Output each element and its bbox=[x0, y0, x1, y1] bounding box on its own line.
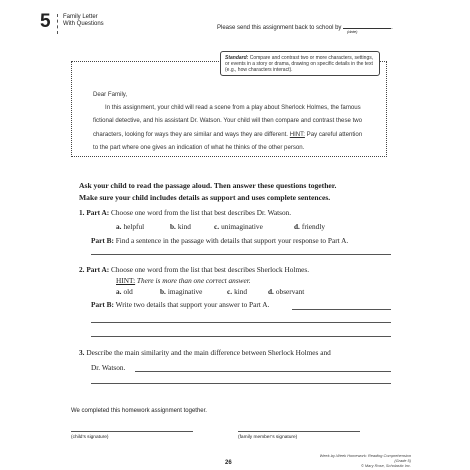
q1-option-b[interactable] bbox=[170, 222, 191, 231]
q2-option-c-text: kind bbox=[234, 287, 248, 296]
letter-body-text: In this assignment, your child will read a scene from a play about Sherlock Holmes, the famous fictional detective, and his assistant Dr. Watson. Your child will then compare and contrast these two characters, looking for ways they are similar and ways they are different. bbox=[93, 104, 363, 138]
completed-statement: We completed this homework assignment together. bbox=[71, 408, 207, 414]
q2-option-d[interactable] bbox=[268, 287, 304, 296]
q1-answer-line-1[interactable] bbox=[91, 254, 391, 255]
question-2-hint-text: There is more than one correct answer. bbox=[136, 276, 251, 285]
credit-line-2: © Mary Rose, Scholastic Inc. bbox=[360, 463, 411, 468]
q2-answer-line-2[interactable] bbox=[91, 322, 391, 323]
q1-option-b-text: kind bbox=[177, 222, 191, 231]
question-1-part-a bbox=[79, 208, 291, 218]
date-label: (date) bbox=[347, 29, 358, 34]
question-1-number: 1. bbox=[79, 208, 85, 217]
q1-option-d[interactable] bbox=[294, 222, 325, 231]
q2-answer-line-3[interactable] bbox=[91, 336, 391, 337]
page-number: 5 bbox=[40, 11, 51, 32]
question-1-part-b-label: Part B: bbox=[91, 236, 114, 245]
q2-option-b-text: imaginative bbox=[167, 287, 203, 296]
question-3-number: 3. bbox=[79, 348, 85, 357]
header-label-line1: Family Letter bbox=[63, 14, 98, 20]
q1-option-c-letter: c. bbox=[214, 222, 220, 231]
question-3-line2: Dr. Watson. bbox=[91, 363, 126, 372]
child-signature-line[interactable] bbox=[71, 431, 193, 432]
send-back-line bbox=[217, 22, 393, 31]
letter-greeting: Dear Family, bbox=[93, 91, 128, 98]
q3-answer-line-1[interactable] bbox=[135, 371, 391, 372]
q1-option-d-text: friendly bbox=[301, 222, 325, 231]
question-2-part-b bbox=[91, 300, 269, 310]
q2-option-c-letter: c. bbox=[227, 287, 233, 296]
q2-option-c[interactable] bbox=[227, 287, 247, 296]
q1-option-c[interactable] bbox=[214, 222, 263, 231]
question-1-part-b-text: Find a sentence in the passage with details that support your response to Part A. bbox=[115, 236, 349, 245]
q2-option-d-text: observant bbox=[275, 287, 305, 296]
question-3-text-line1: Describe the main similarity and the main difference between Sherlock Holmes and bbox=[86, 348, 331, 357]
q1-option-a-letter: a. bbox=[116, 222, 122, 231]
q2-option-a-letter: a. bbox=[116, 287, 122, 296]
date-blank[interactable] bbox=[343, 22, 391, 29]
standard-label: Standard: bbox=[225, 55, 249, 61]
question-3 bbox=[79, 348, 331, 358]
credit-line-1: Week-by-Week Homework: Reading Comprehension (Grade 5) bbox=[319, 453, 411, 463]
q1-option-c-text: unimaginative bbox=[221, 222, 263, 231]
credit-line bbox=[311, 453, 411, 468]
question-1-part-a-label: Part A: bbox=[86, 208, 110, 217]
send-back-text: Please send this assignment back to school by bbox=[217, 25, 342, 31]
letter-body bbox=[93, 101, 368, 154]
q2-option-b-letter: b. bbox=[160, 287, 166, 296]
letter-hint-text: Pay careful attention to the part where one gives an indication of what he thinks of the other person. bbox=[93, 130, 363, 151]
family-letter bbox=[93, 88, 368, 154]
page-footer-number: 26 bbox=[225, 460, 232, 466]
question-2-part-a-label: Part A: bbox=[86, 265, 110, 274]
standard-text: Compare and contrast two or more characters, settings, or events in a story or drama, drawing on specific details in the text (e.g., how characters interact). bbox=[225, 55, 374, 73]
child-signature-label: (child’s signature) bbox=[71, 435, 109, 440]
q2-option-a[interactable] bbox=[116, 287, 133, 296]
q2-option-b[interactable] bbox=[160, 287, 202, 296]
standard-box bbox=[220, 51, 380, 76]
q2-option-d-letter: d. bbox=[268, 287, 274, 296]
letter-hint-label: HINT: bbox=[289, 130, 305, 138]
q2-option-a-text: old bbox=[123, 287, 133, 296]
q2-answer-line-1[interactable] bbox=[292, 309, 391, 310]
instructions bbox=[79, 180, 399, 204]
q1-option-a[interactable] bbox=[116, 222, 144, 231]
question-2-part-a bbox=[79, 265, 309, 275]
header-label bbox=[63, 14, 104, 28]
q1-option-a-text: helpful bbox=[123, 222, 145, 231]
q3-answer-line-2[interactable] bbox=[91, 383, 391, 384]
question-2-part-b-text: Write two details that support your answer to Part A. bbox=[115, 300, 270, 309]
question-2-hint bbox=[116, 276, 251, 285]
question-1-part-b bbox=[91, 236, 348, 246]
send-back-end: . bbox=[391, 25, 393, 31]
instructions-line2: Make sure your child includes details as support and uses complete sentences. bbox=[79, 193, 331, 202]
question-1-part-a-text: Choose one word from the list that best describes Dr. Watson. bbox=[111, 208, 292, 217]
family-signature-label: (family member’s signature) bbox=[238, 435, 298, 440]
question-2-part-a-text: Choose one word from the list that best describes Sherlock Holmes. bbox=[111, 265, 310, 274]
instructions-line1: Ask your child to read the passage aloud. Then answer these questions together. bbox=[79, 181, 337, 190]
family-signature-line[interactable] bbox=[238, 431, 360, 432]
q1-option-b-letter: b. bbox=[170, 222, 176, 231]
header-label-line2: With Questions bbox=[63, 21, 104, 27]
question-2-number: 2. bbox=[79, 265, 85, 274]
q1-option-d-letter: d. bbox=[294, 222, 300, 231]
header-divider bbox=[57, 14, 58, 34]
question-2-part-b-label: Part B: bbox=[91, 300, 114, 309]
question-2-hint-label: HINT: bbox=[116, 276, 136, 285]
